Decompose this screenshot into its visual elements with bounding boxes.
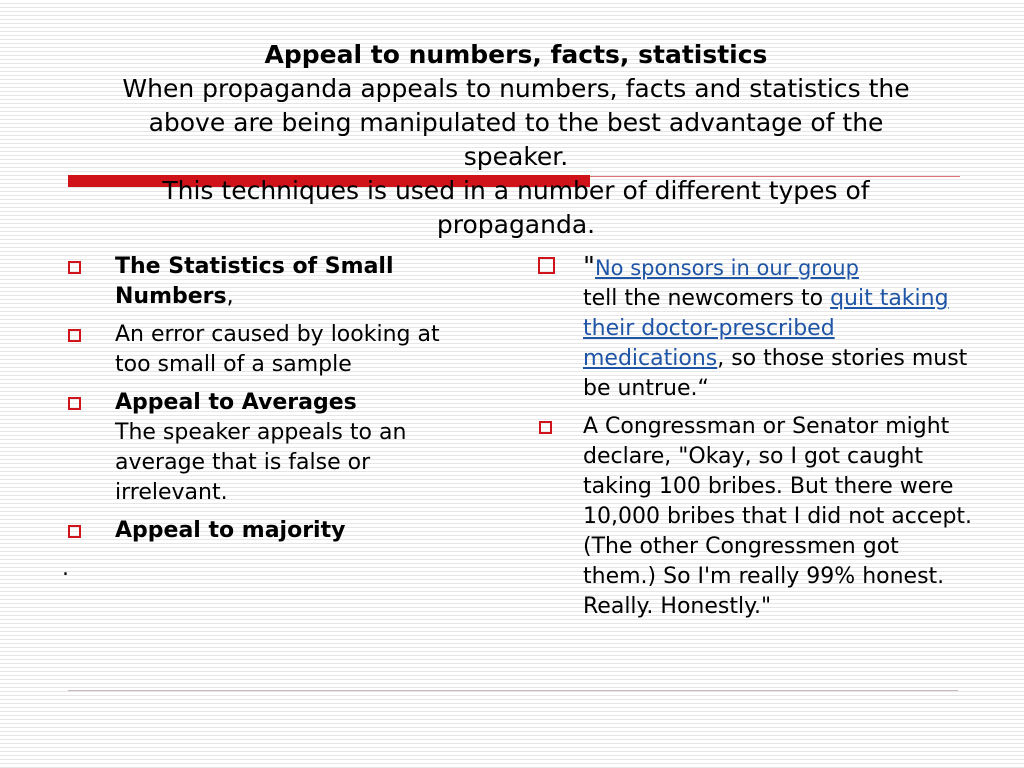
- square-bullet-icon: [68, 261, 81, 274]
- item-bold-text: Appeal to Averages: [115, 390, 357, 415]
- slide-title: Appeal to numbers, facts, statistics: [264, 40, 768, 69]
- square-bullet-icon: [68, 397, 81, 410]
- item-text: tell the newcomers to: [583, 286, 831, 311]
- item-bold-text: Appeal to majority: [115, 518, 346, 543]
- left-column: [62, 252, 472, 584]
- title-line-5: propaganda.: [436, 210, 596, 239]
- list-item: [62, 252, 472, 312]
- title-line-3: speaker.: [463, 142, 569, 171]
- item-text: An error caused by looking at too small of a sample: [115, 322, 440, 377]
- title-line-2: above are being manipulated to the best advantage of the: [148, 108, 884, 137]
- square-bullet-icon: [539, 421, 552, 434]
- item-text: , so those stories must be untrue.“: [583, 346, 968, 401]
- list-item: [62, 388, 472, 508]
- title-line-1: When propaganda appeals to numbers, facts and statistics the: [122, 74, 910, 103]
- square-bullet-icon: [538, 257, 555, 274]
- footer-rule-line: [68, 690, 958, 691]
- left-bullet-list: [62, 252, 472, 546]
- title-line-4: This techniques is used in a number of different types of: [162, 176, 870, 205]
- item-bold-text: The Statistics of Small Numbers: [115, 254, 394, 309]
- trailing-period: .: [62, 556, 69, 581]
- right-column: [533, 252, 973, 630]
- open-quote: ": [583, 252, 595, 282]
- list-item: [533, 412, 973, 622]
- sponsors-link[interactable]: No sponsors in our group: [594, 256, 859, 280]
- list-item: [62, 516, 472, 546]
- square-bullet-icon: [68, 525, 81, 538]
- item-text: ,: [226, 284, 234, 309]
- item-text: The speaker appeals to an average that is false or irrelevant.: [115, 420, 407, 505]
- medications-link[interactable]: quit taking their doctor-prescribed medications: [583, 286, 949, 371]
- square-bullet-icon: [68, 329, 81, 342]
- right-bullet-list: [533, 252, 973, 622]
- item-text: A Congressman or Senator might declare, "Okay, so I got caught taking 100 bribes. But there were 10,000 bribes that I did not accept. (The other Congressmen got them.) So I'm really 99% honest. Really. Honestly.": [583, 414, 973, 619]
- list-item: [533, 252, 973, 404]
- list-item: [62, 320, 472, 380]
- slide-title-block: [40, 38, 992, 242]
